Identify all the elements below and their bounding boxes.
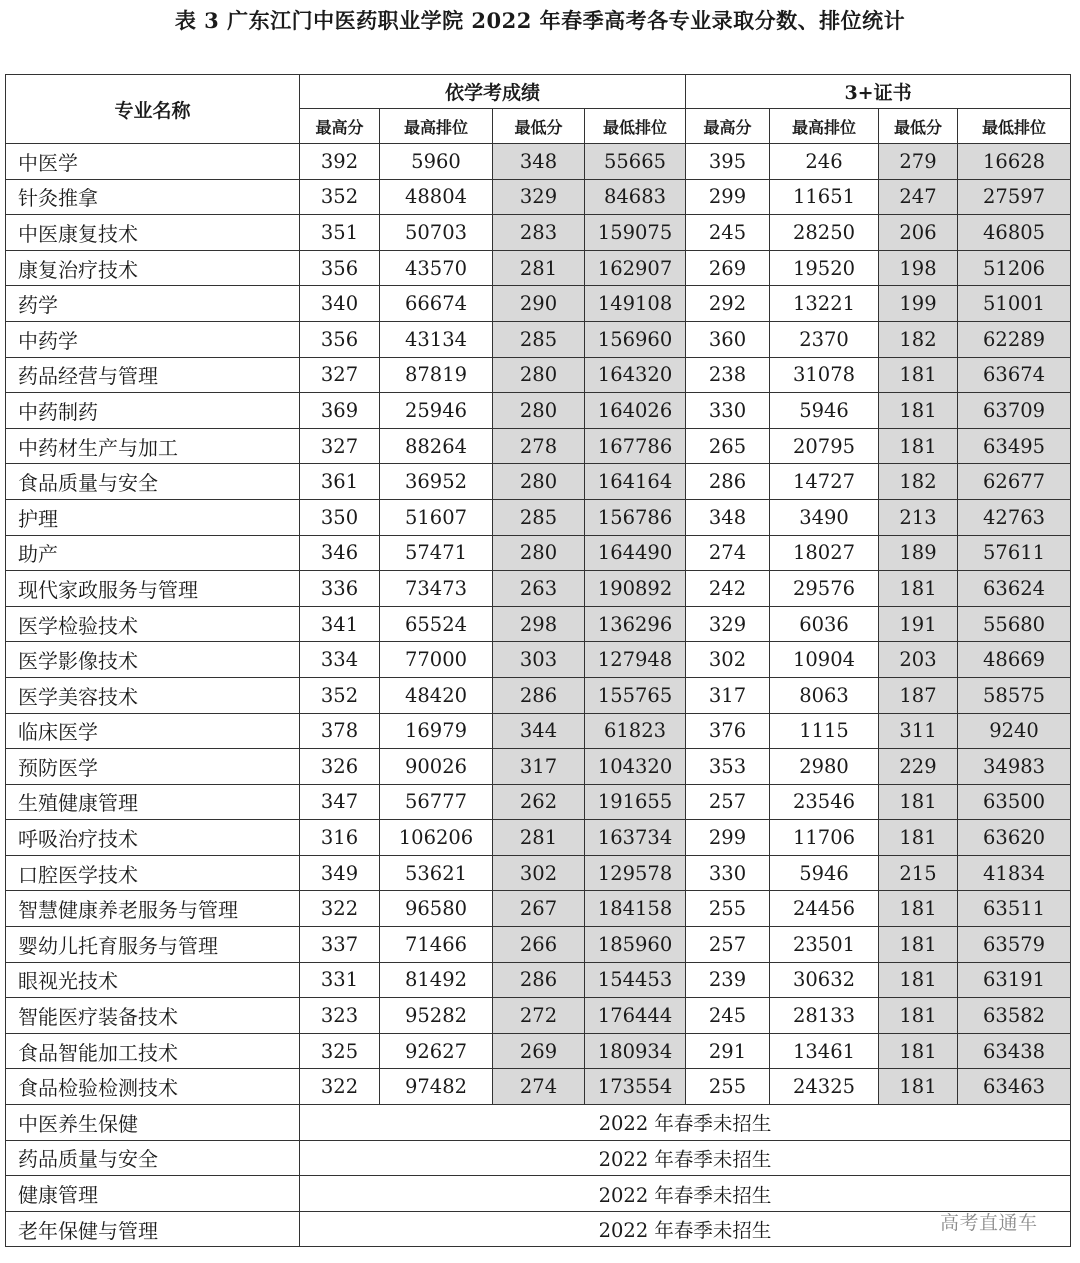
max-score-cell: 292	[686, 286, 770, 322]
max-rank-cell: 23501	[770, 927, 879, 963]
max-score-cell: 347	[300, 784, 380, 820]
not-enrolled-note: 2022 年春季未招生	[300, 1211, 1071, 1247]
min-rank-cell: 156960	[585, 321, 686, 357]
max-rank-cell: 51607	[380, 499, 493, 535]
max-rank-cell: 25946	[380, 393, 493, 429]
min-rank-cell: 51206	[958, 250, 1071, 286]
max-score-cell: 329	[686, 606, 770, 642]
max-rank-cell: 43134	[380, 321, 493, 357]
min-score-cell: 181	[879, 571, 958, 607]
min-score-cell: 263	[493, 571, 585, 607]
max-rank-cell: 36952	[380, 464, 493, 500]
max-score-cell: 353	[686, 749, 770, 785]
table-row	[6, 998, 1071, 1034]
watermark: 高考直通车	[940, 1212, 1038, 1234]
max-rank-cell: 31078	[770, 357, 879, 393]
min-score-cell: 267	[493, 891, 585, 927]
min-rank-cell: 63582	[958, 998, 1071, 1034]
min-score-cell: 182	[879, 321, 958, 357]
min-rank-cell: 164164	[585, 464, 686, 500]
col-header-max-rank-2: 最高排位	[770, 109, 879, 144]
max-score-cell: 245	[686, 998, 770, 1034]
min-score-cell: 286	[493, 677, 585, 713]
min-score-cell: 181	[879, 428, 958, 464]
max-rank-cell: 53621	[380, 855, 493, 891]
max-rank-cell: 28250	[770, 215, 879, 251]
major-name-cell: 婴幼儿托育服务与管理	[6, 927, 300, 963]
max-score-cell: 376	[686, 713, 770, 749]
max-score-cell: 351	[300, 215, 380, 251]
major-name-cell: 中药学	[6, 321, 300, 357]
min-rank-cell: 84683	[585, 179, 686, 215]
table-row	[6, 357, 1071, 393]
min-score-cell: 181	[879, 1069, 958, 1105]
max-rank-cell: 30632	[770, 962, 879, 998]
not-enrolled-note: 2022 年春季未招生	[300, 1176, 1071, 1212]
major-name-cell: 药品经营与管理	[6, 357, 300, 393]
max-rank-cell: 13221	[770, 286, 879, 322]
min-score-cell: 272	[493, 998, 585, 1034]
major-name-cell: 呼吸治疗技术	[6, 820, 300, 856]
max-rank-cell: 48420	[380, 677, 493, 713]
min-rank-cell: 9240	[958, 713, 1071, 749]
major-name-cell: 临床医学	[6, 713, 300, 749]
table-title: 表 3 广东江门中医药职业学院 2022 年春季高考各专业录取分数、排位统计	[174, 8, 906, 33]
min-rank-cell: 162907	[585, 250, 686, 286]
max-rank-cell: 81492	[380, 962, 493, 998]
min-score-cell: 181	[879, 998, 958, 1034]
major-name-cell: 中药制药	[6, 393, 300, 429]
table-row	[6, 927, 1071, 963]
min-score-cell: 280	[493, 464, 585, 500]
max-rank-cell: 96580	[380, 891, 493, 927]
major-name-cell: 药学	[6, 286, 300, 322]
max-rank-cell: 56777	[380, 784, 493, 820]
max-score-cell: 349	[300, 855, 380, 891]
table-row	[6, 891, 1071, 927]
max-rank-cell: 48804	[380, 179, 493, 215]
min-rank-cell: 173554	[585, 1069, 686, 1105]
max-score-cell: 327	[300, 357, 380, 393]
min-rank-cell: 63511	[958, 891, 1071, 927]
max-rank-cell: 5946	[770, 855, 879, 891]
table-row	[6, 179, 1071, 215]
min-rank-cell: 156786	[585, 499, 686, 535]
table-row	[6, 1069, 1071, 1105]
col-header-min-rank-2: 最低排位	[958, 109, 1071, 144]
min-rank-cell: 63624	[958, 571, 1071, 607]
table-row	[6, 1211, 1071, 1247]
min-rank-cell: 48669	[958, 642, 1071, 678]
min-score-cell: 283	[493, 215, 585, 251]
major-name-cell: 医学影像技术	[6, 642, 300, 678]
min-score-cell: 266	[493, 927, 585, 963]
min-score-cell: 189	[879, 535, 958, 571]
max-rank-cell: 13461	[770, 1033, 879, 1069]
table-row	[6, 144, 1071, 180]
min-score-cell: 317	[493, 749, 585, 785]
max-rank-cell: 50703	[380, 215, 493, 251]
max-score-cell: 302	[686, 642, 770, 678]
min-score-cell: 181	[879, 357, 958, 393]
max-rank-cell: 23546	[770, 784, 879, 820]
max-score-cell: 395	[686, 144, 770, 180]
max-rank-cell: 19520	[770, 250, 879, 286]
min-score-cell: 290	[493, 286, 585, 322]
min-rank-cell: 164026	[585, 393, 686, 429]
max-rank-cell: 77000	[380, 642, 493, 678]
min-rank-cell: 58575	[958, 677, 1071, 713]
min-score-cell: 181	[879, 891, 958, 927]
min-score-cell: 181	[879, 820, 958, 856]
not-enrolled-note: 2022 年春季未招生	[300, 1140, 1071, 1176]
max-score-cell: 330	[686, 855, 770, 891]
min-score-cell: 187	[879, 677, 958, 713]
min-rank-cell: 185960	[585, 927, 686, 963]
max-rank-cell: 24325	[770, 1069, 879, 1105]
max-rank-cell: 24456	[770, 891, 879, 927]
max-score-cell: 369	[300, 393, 380, 429]
max-rank-cell: 3490	[770, 499, 879, 535]
table-row	[6, 571, 1071, 607]
min-score-cell: 269	[493, 1033, 585, 1069]
min-rank-cell: 63620	[958, 820, 1071, 856]
table-row	[6, 286, 1071, 322]
min-rank-cell: 127948	[585, 642, 686, 678]
major-name-cell: 现代家政服务与管理	[6, 571, 300, 607]
admission-scores-table	[5, 74, 1071, 1247]
max-score-cell: 334	[300, 642, 380, 678]
min-rank-cell: 63191	[958, 962, 1071, 998]
min-rank-cell: 46805	[958, 215, 1071, 251]
min-score-cell: 280	[493, 393, 585, 429]
max-score-cell: 322	[300, 891, 380, 927]
max-rank-cell: 16979	[380, 713, 493, 749]
min-score-cell: 247	[879, 179, 958, 215]
max-score-cell: 245	[686, 215, 770, 251]
max-rank-cell: 6036	[770, 606, 879, 642]
min-score-cell: 181	[879, 1033, 958, 1069]
min-score-cell: 279	[879, 144, 958, 180]
max-score-cell: 238	[686, 357, 770, 393]
max-score-cell: 291	[686, 1033, 770, 1069]
min-rank-cell: 57611	[958, 535, 1071, 571]
min-rank-cell: 176444	[585, 998, 686, 1034]
min-score-cell: 280	[493, 357, 585, 393]
table-row	[6, 820, 1071, 856]
min-rank-cell: 155765	[585, 677, 686, 713]
min-score-cell: 280	[493, 535, 585, 571]
min-rank-cell: 159075	[585, 215, 686, 251]
table-row	[6, 713, 1071, 749]
min-score-cell: 274	[493, 1069, 585, 1105]
major-name-header: 专业名称	[6, 75, 300, 144]
min-score-cell: 181	[879, 784, 958, 820]
min-score-cell: 181	[879, 393, 958, 429]
table-row	[6, 749, 1071, 785]
col-header-min-score-1: 最低分	[493, 109, 585, 144]
major-name-cell: 助产	[6, 535, 300, 571]
table-row	[6, 606, 1071, 642]
min-score-cell: 215	[879, 855, 958, 891]
major-name-cell: 老年保健与管理	[6, 1211, 300, 1247]
max-score-cell: 346	[300, 535, 380, 571]
major-name-cell: 中药材生产与加工	[6, 428, 300, 464]
major-name-cell: 医学检验技术	[6, 606, 300, 642]
min-rank-cell: 63500	[958, 784, 1071, 820]
table-row	[6, 393, 1071, 429]
max-score-cell: 350	[300, 499, 380, 535]
table-row	[6, 428, 1071, 464]
min-rank-cell: 63674	[958, 357, 1071, 393]
max-score-cell: 323	[300, 998, 380, 1034]
max-score-cell: 316	[300, 820, 380, 856]
min-rank-cell: 62289	[958, 321, 1071, 357]
max-score-cell: 360	[686, 321, 770, 357]
min-rank-cell: 129578	[585, 855, 686, 891]
major-name-cell: 健康管理	[6, 1176, 300, 1212]
min-score-cell: 213	[879, 499, 958, 535]
col-header-max-score-1: 最高分	[300, 109, 380, 144]
min-rank-cell: 55665	[585, 144, 686, 180]
max-rank-cell: 87819	[380, 357, 493, 393]
min-score-cell: 198	[879, 250, 958, 286]
max-rank-cell: 65524	[380, 606, 493, 642]
min-rank-cell: 104320	[585, 749, 686, 785]
max-score-cell: 255	[686, 891, 770, 927]
col-header-min-rank-1: 最低排位	[585, 109, 686, 144]
group-header-academic-test: 依学考成绩	[300, 75, 686, 109]
min-rank-cell: 164320	[585, 357, 686, 393]
min-score-cell: 303	[493, 642, 585, 678]
min-rank-cell: 63579	[958, 927, 1071, 963]
min-score-cell: 181	[879, 962, 958, 998]
max-rank-cell: 71466	[380, 927, 493, 963]
max-rank-cell: 18027	[770, 535, 879, 571]
table-row	[6, 677, 1071, 713]
min-rank-cell: 41834	[958, 855, 1071, 891]
min-rank-cell: 163734	[585, 820, 686, 856]
major-name-cell: 眼视光技术	[6, 962, 300, 998]
table-row	[6, 1033, 1071, 1069]
min-score-cell: 302	[493, 855, 585, 891]
min-score-cell: 286	[493, 962, 585, 998]
max-score-cell: 330	[686, 393, 770, 429]
min-score-cell: 229	[879, 749, 958, 785]
min-score-cell: 311	[879, 713, 958, 749]
max-rank-cell: 10904	[770, 642, 879, 678]
max-rank-cell: 92627	[380, 1033, 493, 1069]
max-score-cell: 269	[686, 250, 770, 286]
max-score-cell: 348	[686, 499, 770, 535]
min-score-cell: 281	[493, 250, 585, 286]
min-score-cell: 191	[879, 606, 958, 642]
min-rank-cell: 63438	[958, 1033, 1071, 1069]
table-row	[6, 215, 1071, 251]
max-score-cell: 327	[300, 428, 380, 464]
min-score-cell: 182	[879, 464, 958, 500]
table-row	[6, 642, 1071, 678]
max-rank-cell: 66674	[380, 286, 493, 322]
min-score-cell: 298	[493, 606, 585, 642]
table-row	[6, 784, 1071, 820]
min-score-cell: 199	[879, 286, 958, 322]
max-rank-cell: 11651	[770, 179, 879, 215]
max-rank-cell: 43570	[380, 250, 493, 286]
max-rank-cell: 5946	[770, 393, 879, 429]
min-rank-cell: 55680	[958, 606, 1071, 642]
max-score-cell: 322	[300, 1069, 380, 1105]
min-score-cell: 348	[493, 144, 585, 180]
table-row	[6, 962, 1071, 998]
max-score-cell: 257	[686, 927, 770, 963]
min-rank-cell: 184158	[585, 891, 686, 927]
min-rank-cell: 62677	[958, 464, 1071, 500]
major-name-cell: 药品质量与安全	[6, 1140, 300, 1176]
max-score-cell: 257	[686, 784, 770, 820]
min-rank-cell: 63709	[958, 393, 1071, 429]
major-name-cell: 针灸推拿	[6, 179, 300, 215]
min-rank-cell: 61823	[585, 713, 686, 749]
max-score-cell: 361	[300, 464, 380, 500]
max-score-cell: 317	[686, 677, 770, 713]
max-score-cell: 299	[686, 179, 770, 215]
table-row	[6, 1140, 1071, 1176]
max-rank-cell: 29576	[770, 571, 879, 607]
max-rank-cell: 246	[770, 144, 879, 180]
max-score-cell: 255	[686, 1069, 770, 1105]
min-score-cell: 262	[493, 784, 585, 820]
max-score-cell: 378	[300, 713, 380, 749]
min-rank-cell: 63463	[958, 1069, 1071, 1105]
min-score-cell: 281	[493, 820, 585, 856]
max-score-cell: 352	[300, 677, 380, 713]
max-score-cell: 337	[300, 927, 380, 963]
table-row	[6, 321, 1071, 357]
major-name-cell: 中医养生保健	[6, 1105, 300, 1141]
major-name-cell: 智能医疗装备技术	[6, 998, 300, 1034]
max-score-cell: 286	[686, 464, 770, 500]
major-name-cell: 智慧健康养老服务与管理	[6, 891, 300, 927]
max-score-cell: 325	[300, 1033, 380, 1069]
max-rank-cell: 88264	[380, 428, 493, 464]
max-rank-cell: 106206	[380, 820, 493, 856]
max-rank-cell: 11706	[770, 820, 879, 856]
max-score-cell: 242	[686, 571, 770, 607]
min-rank-cell: 180934	[585, 1033, 686, 1069]
max-score-cell: 265	[686, 428, 770, 464]
table-row	[6, 250, 1071, 286]
major-name-cell: 护理	[6, 499, 300, 535]
max-rank-cell: 97482	[380, 1069, 493, 1105]
major-name-cell: 食品质量与安全	[6, 464, 300, 500]
max-score-cell: 326	[300, 749, 380, 785]
table-row	[6, 535, 1071, 571]
min-rank-cell: 167786	[585, 428, 686, 464]
major-name-cell: 康复治疗技术	[6, 250, 300, 286]
max-score-cell: 331	[300, 962, 380, 998]
major-name-cell: 生殖健康管理	[6, 784, 300, 820]
min-rank-cell: 154453	[585, 962, 686, 998]
max-score-cell: 392	[300, 144, 380, 180]
max-rank-cell: 14727	[770, 464, 879, 500]
min-score-cell: 206	[879, 215, 958, 251]
max-score-cell: 356	[300, 321, 380, 357]
max-score-cell: 352	[300, 179, 380, 215]
group-header-3-plus-certificate: 3+证书	[686, 75, 1071, 109]
min-score-cell: 285	[493, 321, 585, 357]
min-rank-cell: 27597	[958, 179, 1071, 215]
major-name-cell: 中医康复技术	[6, 215, 300, 251]
max-score-cell: 274	[686, 535, 770, 571]
min-rank-cell: 42763	[958, 499, 1071, 535]
col-header-max-score-2: 最高分	[686, 109, 770, 144]
min-rank-cell: 149108	[585, 286, 686, 322]
major-name-cell: 口腔医学技术	[6, 855, 300, 891]
min-rank-cell: 34983	[958, 749, 1071, 785]
min-rank-cell: 51001	[958, 286, 1071, 322]
max-score-cell: 299	[686, 820, 770, 856]
table-row	[6, 464, 1071, 500]
major-name-cell: 食品检验检测技术	[6, 1069, 300, 1105]
major-name-cell: 预防医学	[6, 749, 300, 785]
max-rank-cell: 90026	[380, 749, 493, 785]
min-rank-cell: 136296	[585, 606, 686, 642]
min-rank-cell: 164490	[585, 535, 686, 571]
max-rank-cell: 73473	[380, 571, 493, 607]
max-rank-cell: 5960	[380, 144, 493, 180]
max-rank-cell: 8063	[770, 677, 879, 713]
min-rank-cell: 63495	[958, 428, 1071, 464]
not-enrolled-note: 2022 年春季未招生	[300, 1105, 1071, 1141]
max-score-cell: 341	[300, 606, 380, 642]
min-score-cell: 203	[879, 642, 958, 678]
min-rank-cell: 190892	[585, 571, 686, 607]
max-rank-cell: 1115	[770, 713, 879, 749]
min-rank-cell: 191655	[585, 784, 686, 820]
min-score-cell: 329	[493, 179, 585, 215]
col-header-min-score-2: 最低分	[879, 109, 958, 144]
max-rank-cell: 95282	[380, 998, 493, 1034]
max-score-cell: 340	[300, 286, 380, 322]
table-row	[6, 1176, 1071, 1212]
col-header-max-rank-1: 最高排位	[380, 109, 493, 144]
max-score-cell: 336	[300, 571, 380, 607]
min-score-cell: 285	[493, 499, 585, 535]
min-score-cell: 344	[493, 713, 585, 749]
max-rank-cell: 28133	[770, 998, 879, 1034]
major-name-cell: 食品智能加工技术	[6, 1033, 300, 1069]
max-rank-cell: 57471	[380, 535, 493, 571]
max-score-cell: 356	[300, 250, 380, 286]
min-rank-cell: 16628	[958, 144, 1071, 180]
min-score-cell: 278	[493, 428, 585, 464]
max-rank-cell: 2980	[770, 749, 879, 785]
max-score-cell: 239	[686, 962, 770, 998]
major-name-cell: 医学美容技术	[6, 677, 300, 713]
max-rank-cell: 20795	[770, 428, 879, 464]
max-rank-cell: 2370	[770, 321, 879, 357]
major-name-cell: 中医学	[6, 144, 300, 180]
table-row	[6, 499, 1071, 535]
min-score-cell: 181	[879, 927, 958, 963]
table-row	[6, 1105, 1071, 1141]
table-row	[6, 855, 1071, 891]
